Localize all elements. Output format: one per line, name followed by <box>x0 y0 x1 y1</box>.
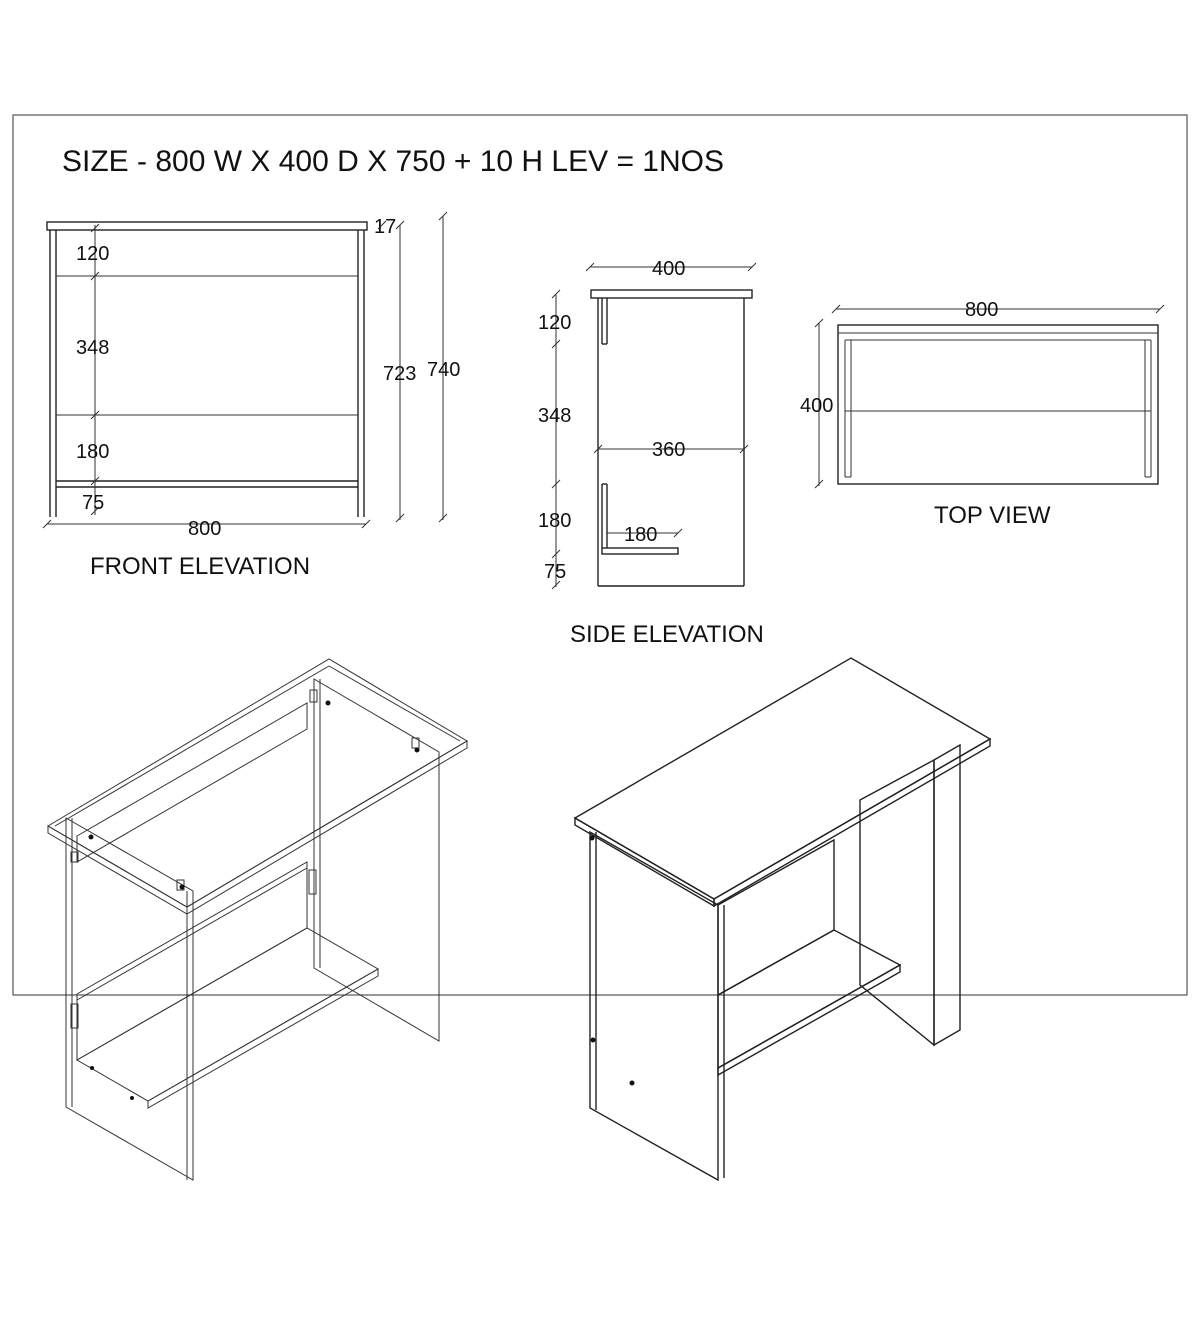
side-dim-bottom: 75 <box>544 561 567 583</box>
front-elevation-label: FRONT ELEVATION <box>90 553 311 580</box>
side-elevation-label: SIDE ELEVATION <box>570 621 764 648</box>
isometric-solid <box>575 658 990 1180</box>
side-dim-inner-depth: 360 <box>652 439 686 461</box>
front-dim-top-thickness: 17 <box>374 216 397 238</box>
front-dim-upper: 120 <box>76 243 110 265</box>
front-dim-lower: 180 <box>76 441 110 463</box>
front-dim-overall-height: 740 <box>427 359 461 381</box>
top-dim-depth: 400 <box>800 395 834 417</box>
top-dim-width: 800 <box>965 299 999 321</box>
size-title: SIZE - 800 W X 400 D X 750 + 10 H LEV = 1NOS <box>62 145 724 178</box>
top-view-label: TOP VIEW <box>934 502 1051 529</box>
front-dim-middle: 348 <box>76 337 110 359</box>
side-dim-middle: 348 <box>538 405 572 427</box>
front-dim-inner-height: 723 <box>383 363 417 385</box>
isometric-wireframe <box>48 659 467 1180</box>
front-dim-bottom: 75 <box>82 492 105 514</box>
top-view <box>815 305 1164 488</box>
side-dim-depth: 400 <box>652 258 686 280</box>
front-dim-width: 800 <box>188 518 222 540</box>
side-dim-lower: 180 <box>538 510 572 532</box>
side-dim-upper: 120 <box>538 312 572 334</box>
side-dim-shelf-depth: 180 <box>624 524 658 546</box>
